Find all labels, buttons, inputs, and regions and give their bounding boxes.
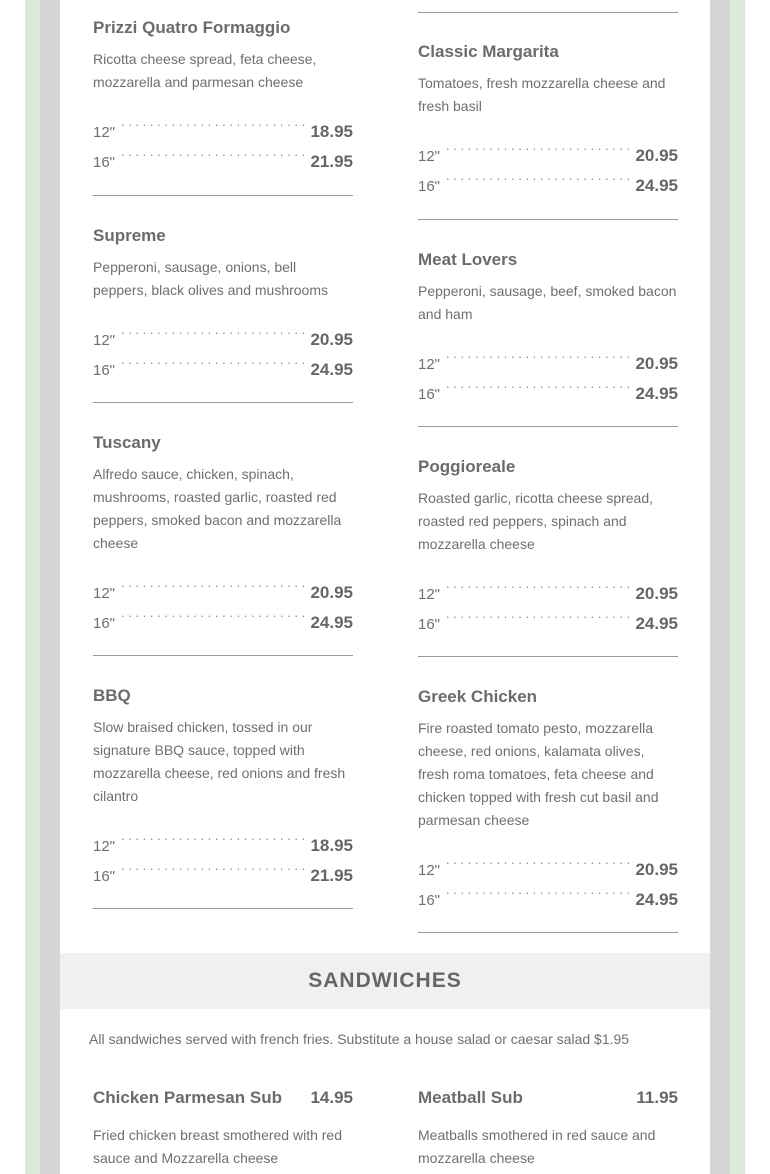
size-label: 16": [418, 386, 441, 403]
menu-item: [93, 433, 353, 656]
item-description: Slow braised chicken, tossed in our signature BBQ sauce, topped with mozzarella cheese, red onions and fresh cilantro: [93, 719, 346, 804]
size-label: 12": [418, 356, 441, 373]
size-label: 16": [418, 892, 441, 909]
dot-leader: [446, 845, 631, 875]
item-description: Pepperoni, sausage, onions, bell peppers, black olives and mushrooms: [93, 259, 329, 298]
item-description: Fire roasted tomato pesto, mozzarella cheese, red onions, kalamata olives, fresh roma tomatoes, feta cheese and chicken topped with fresh cut basil and parmesan cheese: [418, 720, 659, 828]
price: 20.95: [310, 330, 353, 349]
dot-leader: [446, 569, 631, 599]
price-row: [418, 339, 678, 373]
size-label: 12": [93, 332, 116, 349]
price-row: [418, 131, 678, 165]
price: 18.95: [310, 836, 353, 855]
size-label: 12": [93, 838, 116, 855]
item-description: Meatballs smothered in red sauce and mozzarella cheese: [418, 1127, 656, 1166]
item-name: BBQ: [93, 686, 131, 705]
item-description: Roasted garlic, ricotta cheese spread, roasted red peppers, spinach and mozzarella cheese: [418, 490, 654, 552]
item-name: Tuscany: [93, 433, 161, 452]
size-label: 12": [93, 124, 116, 141]
price: 20.95: [635, 584, 678, 603]
price: 24.95: [635, 890, 678, 909]
price: 21.95: [310, 152, 353, 171]
price: 20.95: [635, 146, 678, 165]
item-description: Fried chicken breast smothered with red sauce and Mozzarella cheese: [93, 1127, 342, 1166]
item-name: Meatball Sub: [418, 1088, 523, 1107]
dot-leader: [121, 345, 306, 375]
price: 20.95: [635, 860, 678, 879]
item-description: Tomatoes, fresh mozzarella cheese and fresh basil: [418, 75, 666, 114]
menu-item: [93, 686, 353, 909]
size-label: 16": [418, 178, 441, 195]
price: 11.95: [636, 1088, 678, 1107]
price: 18.95: [310, 122, 353, 141]
price-row: [93, 821, 353, 855]
dot-leader: [121, 315, 306, 345]
menu-item: [93, 226, 353, 403]
dot-leader: [446, 161, 631, 191]
menu-item: [93, 18, 353, 196]
dot-leader: [446, 369, 631, 399]
price: 24.95: [635, 384, 678, 403]
dot-leader: [446, 599, 631, 629]
item-name: Poggioreale: [418, 457, 516, 476]
menu-item: [418, 42, 678, 220]
menu-item: [418, 457, 678, 657]
sandwich-item: [93, 1088, 353, 1170]
price: 21.95: [310, 866, 353, 885]
dot-leader: [446, 131, 631, 161]
price-row: [418, 845, 678, 879]
size-label: 12": [418, 148, 441, 165]
price: 20.95: [310, 583, 353, 602]
dot-leader: [121, 821, 306, 851]
price: 24.95: [310, 613, 353, 632]
menu-item: [418, 687, 678, 933]
price: 14.95: [310, 1088, 353, 1107]
item-name: Meat Lovers: [418, 250, 518, 269]
price-row: [93, 568, 353, 602]
size-label: 16": [418, 616, 441, 633]
price: 20.95: [635, 354, 678, 373]
price: 24.95: [635, 614, 678, 633]
size-label: 16": [93, 154, 116, 171]
dot-leader: [121, 568, 306, 598]
size-label: 16": [93, 868, 116, 885]
item-name: Classic Margarita: [418, 42, 559, 61]
dot-leader: [446, 339, 631, 369]
item-description: Pepperoni, sausage, beef, smoked bacon and ham: [418, 283, 677, 322]
item-name: Greek Chicken: [418, 687, 538, 706]
dot-leader: [121, 598, 306, 628]
price: 24.95: [310, 360, 353, 379]
sandwiches-note: All sandwiches served with french fries. Substitute a house salad or caesar salad $1.95: [89, 1031, 630, 1047]
dot-leader: [121, 851, 306, 881]
price-row: [93, 107, 353, 141]
size-label: 12": [418, 862, 441, 879]
item-description: Alfredo sauce, chicken, spinach, mushrooms, roasted garlic, roasted red peppers, smoked bacon and mozzarella cheese: [93, 466, 342, 551]
sandwich-item: [418, 1088, 678, 1170]
top-divider: [418, 12, 678, 13]
price-row: [418, 569, 678, 603]
section-header-sandwiches: SANDWICHES: [60, 953, 710, 1009]
item-name: Supreme: [93, 226, 166, 245]
price: 24.95: [635, 176, 678, 195]
item-name: Chicken Parmesan Sub: [93, 1088, 282, 1107]
dot-leader: [446, 875, 631, 905]
size-label: 16": [93, 615, 116, 632]
price-row: [93, 315, 353, 349]
size-label: 12": [93, 585, 116, 602]
dot-leader: [121, 137, 306, 167]
item-name: Prizzi Quatro Formaggio: [93, 18, 291, 37]
menu-item: [418, 250, 678, 427]
dot-leader: [121, 107, 306, 137]
size-label: 12": [418, 586, 441, 603]
item-description: Ricotta cheese spread, feta cheese, mozzarella and parmesan cheese: [93, 51, 317, 90]
size-label: 16": [93, 362, 116, 379]
